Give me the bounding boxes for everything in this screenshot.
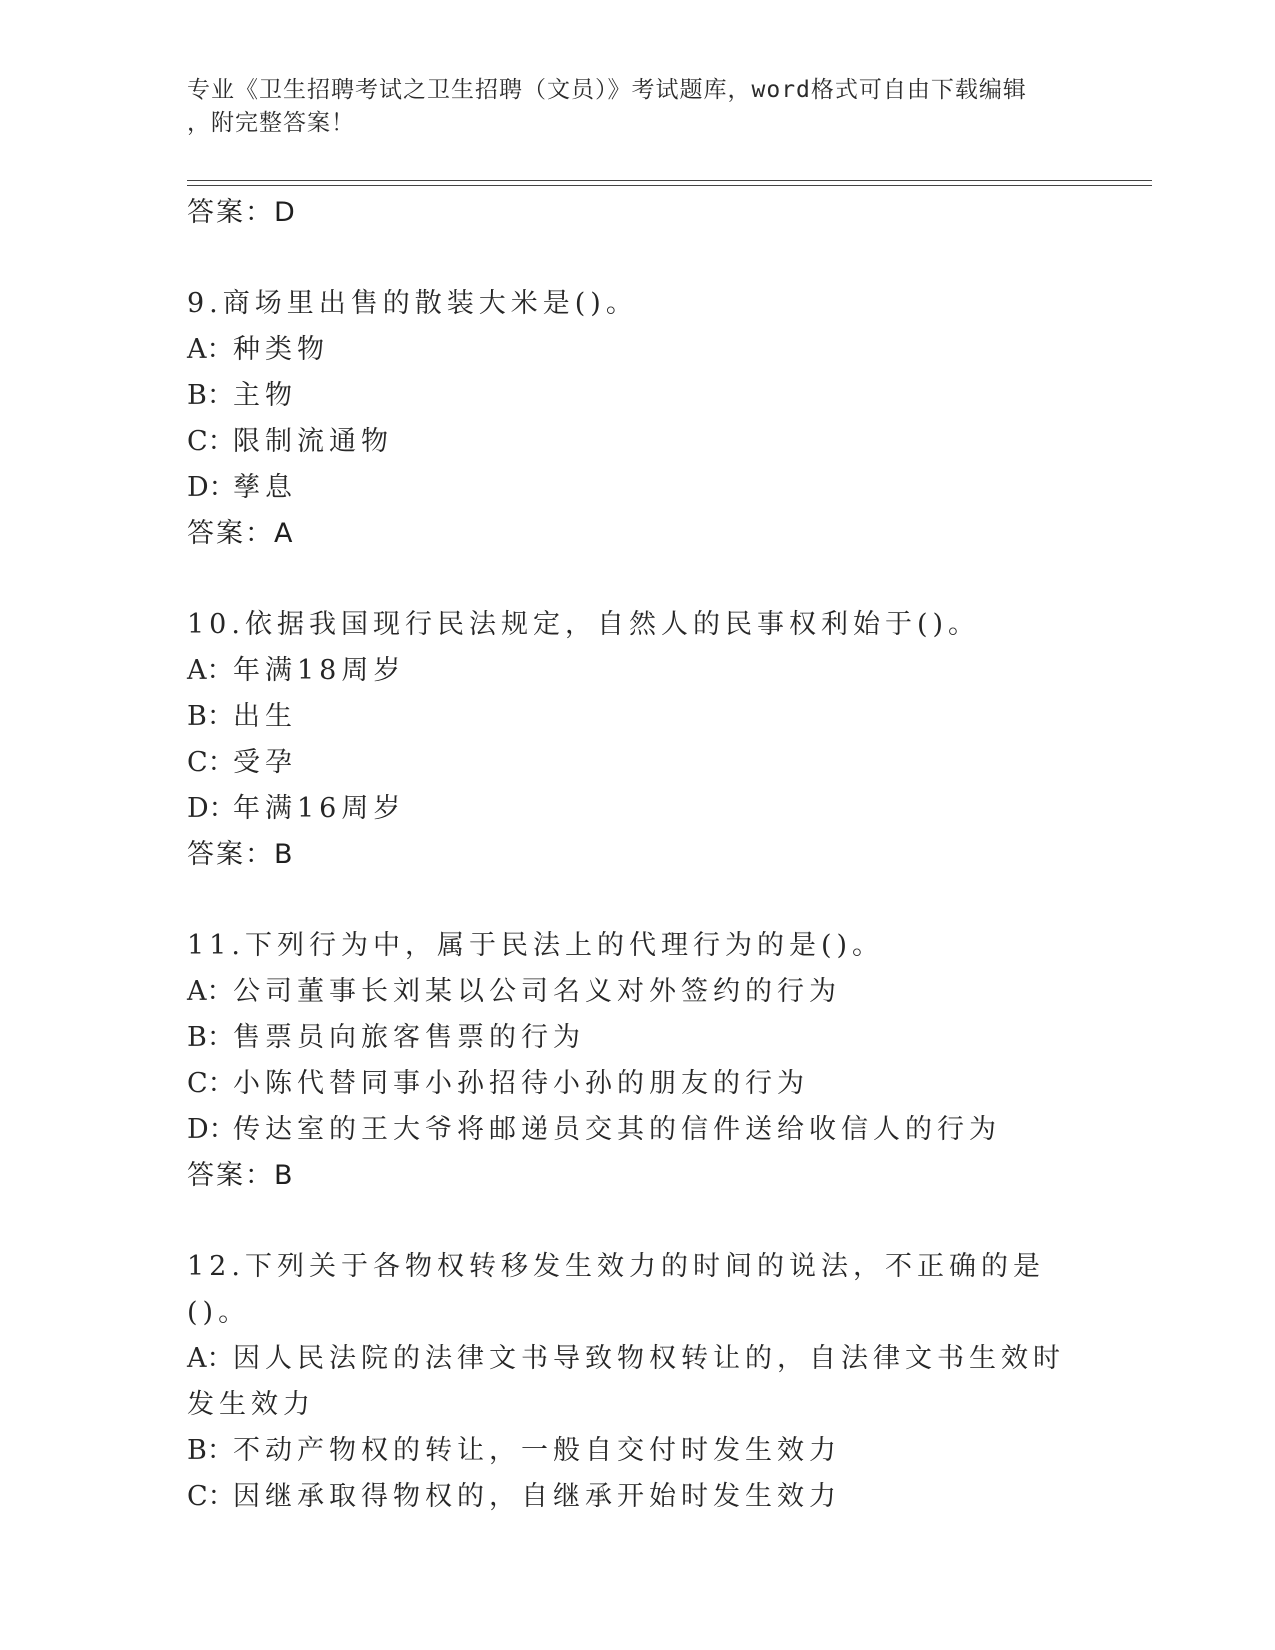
answer-label: 答案：B: [187, 839, 295, 870]
option-text: 年满18周岁: [233, 655, 406, 686]
page-header: [187, 74, 1067, 140]
option-a: [187, 969, 1087, 1015]
option-text: 传达室的王大爷将邮递员交其的信件送给收信人的行为: [233, 1114, 1001, 1145]
question-9: [187, 281, 1087, 557]
option-text: 因继承取得物权的，自继承开始时发生效力: [233, 1481, 841, 1512]
question-12: [187, 1244, 1087, 1520]
option-d: [187, 1107, 1087, 1153]
option-text: 出生: [233, 701, 297, 732]
option-key: A：: [187, 976, 234, 1007]
option-text: 小陈代替同事小孙招待小孙的朋友的行为: [233, 1068, 809, 1099]
answer-label: 答案：A: [187, 518, 295, 549]
option-key: C：: [187, 426, 235, 457]
option-text: 公司董事长刘某以公司名义对外签约的行为: [233, 976, 841, 1007]
question-10: [187, 602, 1087, 878]
option-text: 不动产物权的转让，一般自交付时发生效力: [233, 1435, 841, 1466]
answer-label: 答案：B: [187, 1160, 295, 1191]
option-key: A：: [187, 655, 234, 686]
option-a: [187, 327, 1087, 373]
header-line-1: 专业《卫生招聘考试之卫生招聘（文员）》考试题库，word格式可自由下载编辑: [187, 77, 1027, 103]
option-key: B：: [187, 1435, 234, 1466]
option-a: [187, 648, 1087, 694]
question-list: [187, 190, 1087, 1520]
option-key: D：: [187, 472, 236, 503]
option-key: B：: [187, 701, 234, 732]
option-text: 孳息: [233, 472, 297, 503]
answer-label: 答案：D: [187, 197, 297, 228]
option-key: C：: [187, 747, 235, 778]
option-text: 年满16周岁: [233, 793, 406, 824]
question-stem: 9.商场里出售的散装大米是()。: [187, 288, 638, 319]
header-divider: [187, 180, 1152, 186]
option-c: [187, 1474, 1087, 1520]
option-a: [187, 1336, 1087, 1428]
option-key: C：: [187, 1481, 235, 1512]
question-stem: 10.依据我国现行民法规定，自然人的民事权利始于()。: [187, 609, 981, 640]
option-b: [187, 694, 1087, 740]
option-text: 种类物: [233, 334, 329, 365]
question-stem: 12.下列关于各物权转移发生效力的时间的说法，不正确的是()。: [187, 1251, 1045, 1328]
option-key: C：: [187, 1068, 235, 1099]
option-b: [187, 1428, 1087, 1474]
option-text: 限制流通物: [233, 426, 393, 457]
option-key: B：: [187, 1022, 234, 1053]
option-text: 售票员向旅客售票的行为: [233, 1022, 585, 1053]
option-text: 因人民法院的法律文书导致物权转让的，自法律文书生效时发生效力: [187, 1343, 1065, 1420]
option-key: A：: [187, 334, 234, 365]
option-key: B：: [187, 380, 234, 411]
question-stem: 11.下列行为中，属于民法上的代理行为的是()。: [187, 930, 885, 961]
option-b: [187, 373, 1087, 419]
option-text: 受孕: [233, 747, 297, 778]
header-line-2: ，附完整答案！: [187, 110, 355, 136]
option-c: [187, 1061, 1087, 1107]
question-11: [187, 923, 1087, 1199]
option-c: [187, 740, 1087, 786]
option-d: [187, 786, 1087, 832]
option-key: D：: [187, 1114, 236, 1145]
option-c: [187, 419, 1087, 465]
option-key: D：: [187, 793, 236, 824]
option-text: 主物: [233, 380, 297, 411]
option-b: [187, 1015, 1087, 1061]
option-d: [187, 465, 1087, 511]
option-key: A：: [187, 1343, 234, 1374]
